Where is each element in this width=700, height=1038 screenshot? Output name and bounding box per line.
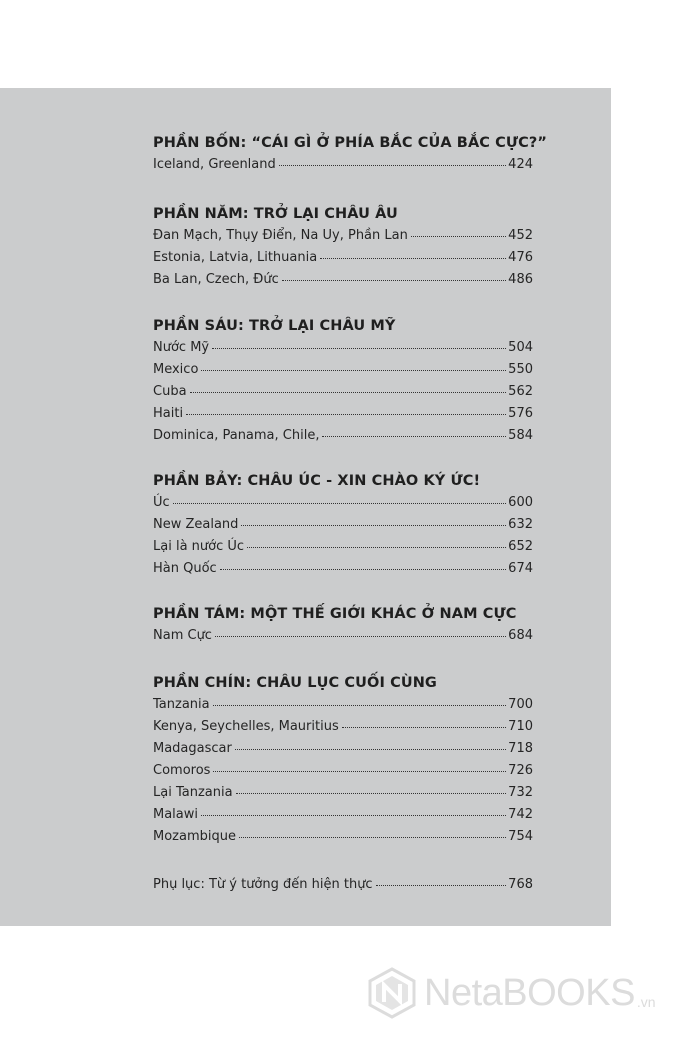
toc-entry: [153, 558, 533, 580]
entry-page: 684: [508, 628, 533, 643]
section-title: PHẦN BỐN: “CÁI GÌ Ở PHÍA BẮC CỦA BẮC CỰC?”: [153, 135, 548, 151]
watermark-tld: .vn: [636, 994, 656, 1010]
entry-page: 550: [508, 362, 533, 377]
entry-page: 732: [508, 785, 533, 800]
dot-leader: [247, 547, 506, 548]
toc-entry: [153, 826, 533, 848]
toc-section: [153, 132, 548, 176]
entry-label: Madagascar: [153, 741, 232, 756]
toc-entry: [153, 760, 533, 782]
toc-entry: [153, 154, 533, 176]
toc-section: [153, 470, 533, 580]
entry-label: Comoros: [153, 763, 211, 778]
toc-entry: [153, 738, 533, 760]
toc-entry: [153, 269, 533, 291]
dot-leader: [322, 436, 506, 437]
entry-label: Đan Mạch, Thụy Điển, Na Uy, Phần Lan: [153, 228, 408, 243]
entry-label: Cuba: [153, 384, 187, 399]
toc-section: [153, 672, 533, 848]
toc-entry: [153, 716, 533, 738]
entry-label: Haiti: [153, 406, 184, 421]
entry-label: Mozambique: [153, 829, 236, 844]
section-title: PHẦN TÁM: MỘT THẾ GIỚI KHÁC Ở NAM CỰC: [153, 606, 517, 622]
dot-leader: [201, 370, 506, 371]
toc-entry: [153, 337, 533, 359]
entry-page: 600: [508, 495, 533, 510]
entry-page: 486: [508, 272, 533, 287]
entry-label: Nam Cực: [153, 628, 212, 643]
entry-label: Ba Lan, Czech, Đức: [153, 272, 279, 287]
entry-label: Kenya, Seychelles, Mauritius: [153, 719, 339, 734]
dot-leader: [236, 793, 507, 794]
entry-label: Nước Mỹ: [153, 340, 210, 355]
entry-page: 562: [508, 384, 533, 399]
entry-label: Mexico: [153, 362, 199, 377]
section-title: PHẦN BẢY: CHÂU ÚC - XIN CHÀO KÝ ỨC!: [153, 473, 481, 489]
toc-page: [0, 88, 611, 926]
entry-page: 632: [508, 517, 533, 532]
entry-page: 576: [508, 406, 533, 421]
entry-page: 504: [508, 340, 533, 355]
dot-leader: [212, 348, 506, 349]
toc-entry: [153, 514, 533, 536]
toc-entry: [153, 403, 533, 425]
toc-section: [153, 315, 533, 447]
entry-label: Dominica, Panama, Chile,: [153, 428, 320, 443]
entry-label: Lại Tanzania: [153, 785, 233, 800]
toc-entry: [153, 247, 533, 269]
section-title: PHẦN CHÍN: CHÂU LỤC CUỐI CÙNG: [153, 675, 437, 691]
toc-entry: [153, 381, 533, 403]
section-title: PHẦN NĂM: TRỞ LẠI CHÂU ÂU: [153, 206, 398, 222]
toc-section: [153, 203, 533, 291]
dot-leader: [235, 749, 506, 750]
dot-leader: [279, 165, 506, 166]
dot-leader: [213, 771, 506, 772]
entry-page: 718: [508, 741, 533, 756]
dot-leader: [376, 885, 507, 886]
toc-entry: [153, 225, 533, 247]
toc-entry: [153, 625, 533, 647]
dot-leader: [282, 280, 506, 281]
entry-page: 754: [508, 829, 533, 844]
entry-page: 710: [508, 719, 533, 734]
toc-entry: [153, 782, 533, 804]
dot-leader: [241, 525, 506, 526]
entry-page: 476: [508, 250, 533, 265]
entry-label: Úc: [153, 495, 170, 510]
entry-label: Hàn Quốc: [153, 561, 217, 576]
dot-leader: [215, 636, 506, 637]
entry-page: 452: [508, 228, 533, 243]
entry-page: 768: [508, 877, 533, 892]
dot-leader: [342, 727, 506, 728]
toc-section: [153, 603, 533, 647]
toc-entry: [153, 425, 533, 447]
entry-page: 674: [508, 561, 533, 576]
toc-entry: [153, 694, 533, 716]
toc-entry: [153, 359, 533, 381]
toc-entry: [153, 804, 533, 826]
entry-label: Iceland, Greenland: [153, 157, 276, 172]
entry-page: 700: [508, 697, 533, 712]
entry-label: Malawi: [153, 807, 199, 822]
entry-label: Tanzania: [153, 697, 210, 712]
entry-page: 726: [508, 763, 533, 778]
watermark-brand: NetaBOOKS: [424, 971, 635, 1014]
dot-leader: [239, 837, 506, 838]
dot-leader: [173, 503, 507, 504]
entry-page: 742: [508, 807, 533, 822]
entry-label: New Zealand: [153, 517, 239, 532]
appendix-entry: [153, 874, 533, 896]
entry-label: Lại là nước Úc: [153, 539, 245, 554]
entry-page: 584: [508, 428, 533, 443]
dot-leader: [320, 258, 506, 259]
dot-leader: [220, 569, 506, 570]
watermark: [366, 966, 686, 1020]
entry-label: Phụ lục: Từ ý tưởng đến hiện thực: [153, 877, 373, 892]
dot-leader: [411, 236, 506, 237]
entry-page: 652: [508, 539, 533, 554]
entry-page: 424: [508, 157, 533, 172]
netabooks-logo-icon: [366, 966, 418, 1020]
dot-leader: [190, 392, 507, 393]
dot-leader: [213, 705, 507, 706]
entry-label: Estonia, Latvia, Lithuania: [153, 250, 318, 265]
section-title: PHẦN SÁU: TRỞ LẠI CHÂU MỸ: [153, 318, 396, 334]
toc-entry: [153, 492, 533, 514]
dot-leader: [201, 815, 506, 816]
appendix-section: [153, 874, 533, 896]
dot-leader: [186, 414, 506, 415]
toc-entry: [153, 536, 533, 558]
